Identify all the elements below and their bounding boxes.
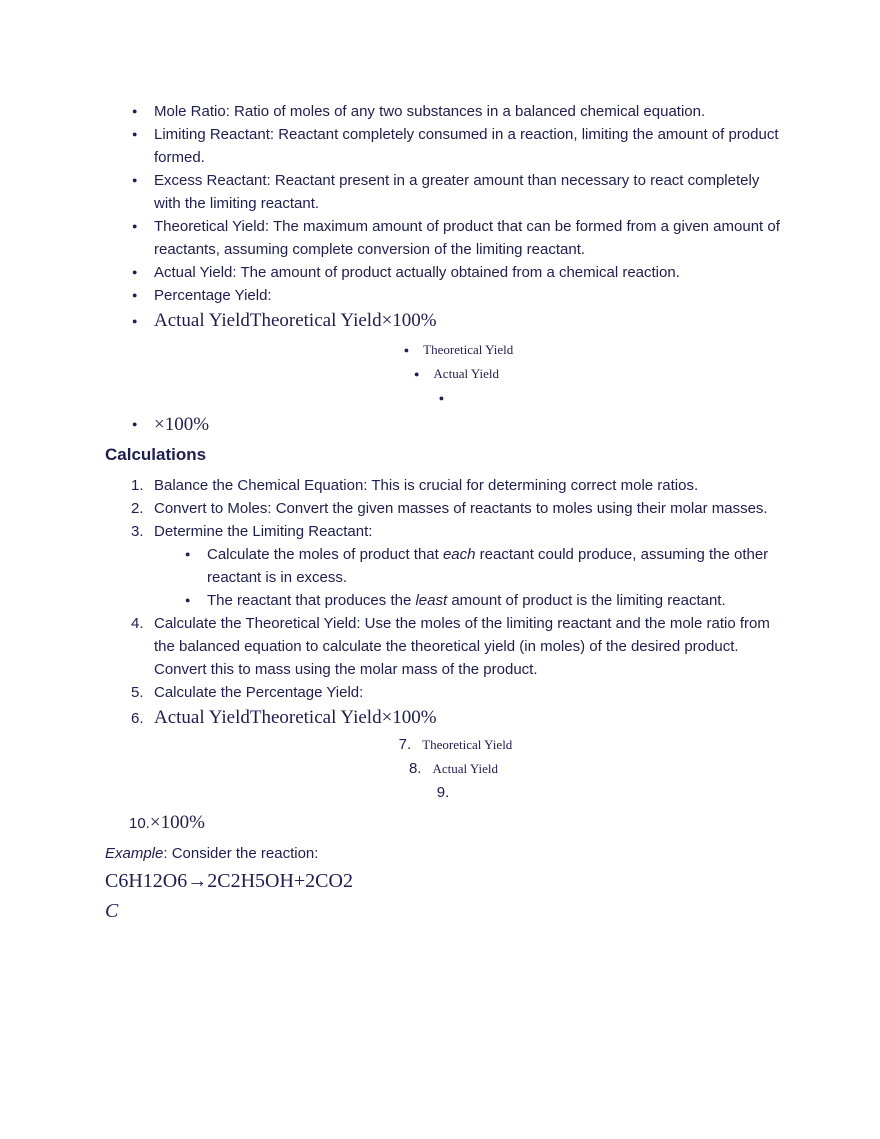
step-item bbox=[105, 497, 780, 520]
emphasized-word: each bbox=[442, 546, 476, 563]
list-item bbox=[105, 284, 780, 307]
step-item bbox=[105, 681, 780, 704]
bullet-icon: ● bbox=[438, 393, 445, 403]
sub-item-text: The reactant that produces the least amount of product is the limiting reactant. bbox=[207, 592, 726, 609]
sub-item-text: Calculate the moles of product that each reactant could produce, assuming the other reactant is in excess. bbox=[207, 546, 769, 586]
list-number: 3. bbox=[131, 523, 144, 540]
fraction-denominator: Theoretical Yield bbox=[422, 737, 513, 752]
list-number: 2. bbox=[131, 500, 144, 517]
definition-text: Theoretical Yield: The maximum amount of product that can be formed from a given amount of reactants, assuming complete conversion of the limiting reactant. bbox=[154, 218, 780, 258]
step-text: Determine the Limiting Reactant: bbox=[154, 523, 373, 540]
step-text: Calculate the Percentage Yield: bbox=[154, 684, 364, 701]
bullet-icon: ● bbox=[132, 316, 138, 326]
list-number: 6. bbox=[131, 710, 144, 727]
definition-text: Limiting Reactant: Reactant completely consumed in a reaction, limiting the amount of product formed. bbox=[154, 126, 779, 166]
times-100-text: ×100% bbox=[149, 812, 205, 833]
step-item bbox=[105, 809, 780, 837]
list-number: 10. bbox=[129, 815, 150, 832]
step-item-formula bbox=[105, 704, 780, 733]
example-word: Example bbox=[105, 845, 164, 862]
step-item bbox=[105, 474, 780, 497]
list-item bbox=[105, 169, 780, 215]
partial-character: C bbox=[105, 900, 119, 922]
step3-sub-list bbox=[105, 543, 780, 612]
bullet-icon: ● bbox=[185, 549, 191, 559]
step-item-centered bbox=[105, 757, 780, 781]
bullet-icon: ● bbox=[132, 290, 138, 300]
bullet-icon: ● bbox=[413, 369, 420, 379]
sub-list-item bbox=[105, 589, 780, 612]
definition-text: Actual Yield: The amount of product actually obtained from a chemical reaction. bbox=[154, 264, 680, 281]
step-item bbox=[105, 612, 780, 681]
yield-formula-text: Actual YieldTheoretical Yield×100% bbox=[154, 310, 437, 331]
definitions-list bbox=[105, 100, 780, 336]
example-text: : Consider the reaction: bbox=[163, 845, 319, 862]
list-item bbox=[105, 411, 780, 439]
fraction-denominator: Theoretical Yield bbox=[423, 342, 514, 357]
bullet-icon: ● bbox=[132, 221, 138, 231]
formula-fraction-block bbox=[105, 338, 780, 410]
step-item bbox=[105, 520, 780, 543]
calculations-list bbox=[105, 474, 780, 837]
definition-text: Mole Ratio: Ratio of moles of any two substances in a balanced chemical equation. bbox=[154, 103, 706, 120]
sub-list-item bbox=[105, 543, 780, 589]
calculations-heading: Calculations bbox=[105, 445, 207, 464]
list-number: 8. bbox=[408, 760, 422, 777]
list-number: 1. bbox=[131, 477, 144, 494]
bullet-icon: ● bbox=[132, 267, 138, 277]
times-100-text: ×100% bbox=[154, 414, 210, 435]
definition-text: Percentage Yield: bbox=[154, 287, 272, 304]
step-item-centered bbox=[105, 733, 780, 757]
bullet-icon: ● bbox=[185, 595, 191, 605]
example-label bbox=[105, 842, 780, 865]
list-item-formula bbox=[105, 307, 780, 336]
list-number: 4. bbox=[131, 615, 144, 632]
times-list bbox=[105, 411, 780, 439]
list-number: 7. bbox=[398, 736, 412, 753]
list-number: 9. bbox=[436, 784, 450, 801]
bullet-icon: ● bbox=[132, 106, 138, 116]
step-text: Convert to Moles: Convert the given masses of reactants to moles using their molar masses. bbox=[154, 500, 768, 517]
emphasized-word: least bbox=[415, 592, 448, 609]
step-text: Balance the Chemical Equation: This is crucial for determining correct mole ratios. bbox=[154, 477, 699, 494]
bullet-icon: ● bbox=[132, 175, 138, 185]
list-item bbox=[105, 362, 780, 386]
bullet-icon: ● bbox=[132, 419, 138, 429]
bullet-icon: ● bbox=[132, 129, 138, 139]
step-text: Calculate the Theoretical Yield: Use the moles of the limiting reactant and the mole ratio from the balanced equation to calculate the theoretical yield (in moles) of the desired product. Convert this to mass using the molar mass of the product. bbox=[154, 615, 770, 678]
definition-text: Excess Reactant: Reactant present in a greater amount than necessary to react completely with the limiting reactant. bbox=[154, 172, 760, 212]
list-item bbox=[105, 100, 780, 123]
yield-formula-text: Actual YieldTheoretical Yield×100% bbox=[154, 707, 437, 728]
list-item-empty bbox=[105, 386, 780, 410]
list-item bbox=[105, 123, 780, 169]
step-item-centered-empty bbox=[105, 781, 780, 805]
fraction-numerator: Actual Yield bbox=[433, 366, 500, 381]
list-item bbox=[105, 338, 780, 362]
list-number: 5. bbox=[131, 684, 144, 701]
chemical-equation: C6H12O6→2C2H5OH+2CO2 bbox=[105, 870, 353, 892]
bullet-icon: ● bbox=[403, 345, 410, 355]
fraction-numerator: Actual Yield bbox=[432, 761, 499, 776]
list-item bbox=[105, 261, 780, 284]
list-item bbox=[105, 215, 780, 261]
